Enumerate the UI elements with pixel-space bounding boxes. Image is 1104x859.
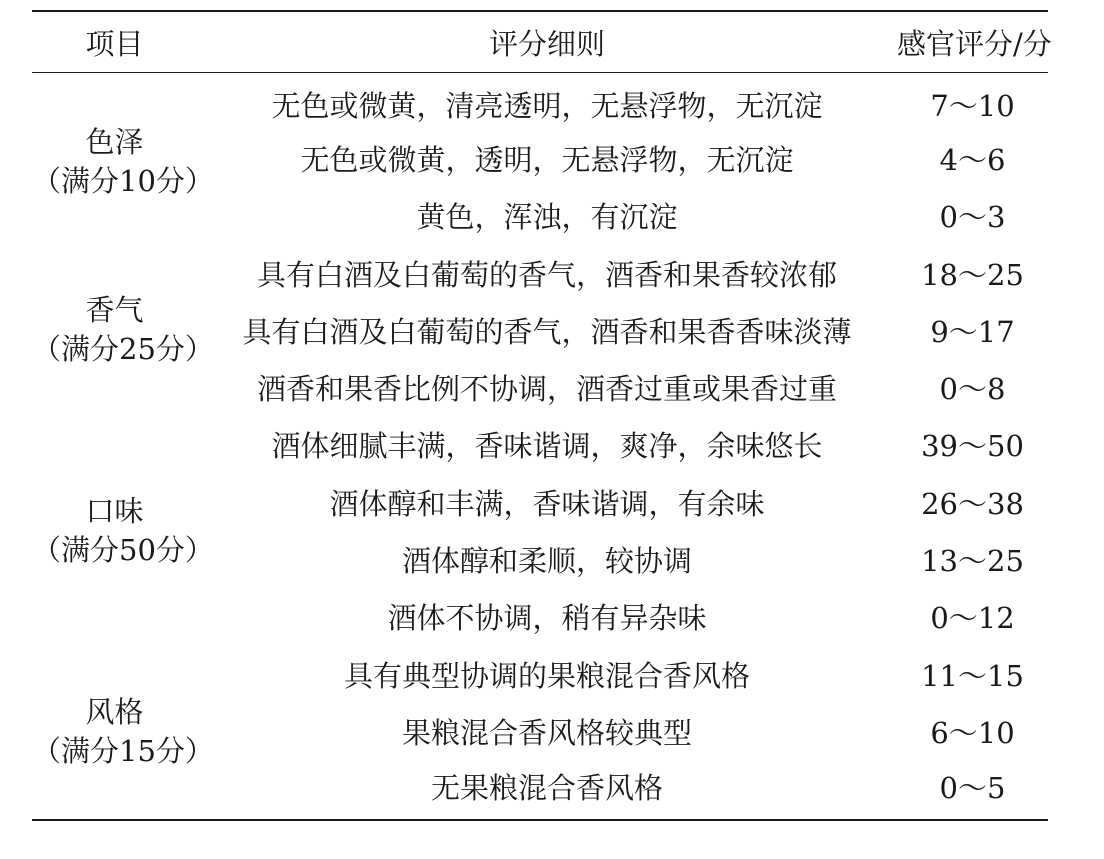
score-cell: 0～3 [939, 200, 1006, 235]
table-row [32, 73, 1048, 130]
score-cell: 4～6 [939, 142, 1006, 177]
criteria-cell: 果粮混合香风格较典型 [401, 715, 692, 750]
score-cell: 39～50 [921, 429, 1024, 464]
score-cell: 18～25 [921, 257, 1024, 292]
criteria-cell: 酒体醇和柔顺，较协调 [401, 544, 692, 579]
criteria-cell: 具有白酒及白葡萄的香气，酒香和果香香味淡薄 [242, 314, 852, 349]
item-name: 风格 [85, 695, 144, 730]
score-cell: 7～10 [930, 88, 1015, 123]
table-row [32, 416, 1048, 473]
item-max-score: （满分10分） [32, 163, 214, 198]
score-cell: 0～5 [939, 771, 1006, 806]
item-max-score: （满分25分） [32, 332, 214, 367]
score-cell: 0～8 [939, 372, 1006, 407]
criteria-cell: 酒体醇和丰满，香味谐调，有余味 [329, 486, 765, 521]
criteria-cell: 酒香和果香比例不协调，酒香过重或果香过重 [256, 372, 837, 407]
criteria-cell: 黄色，浑浊，有沉淀 [416, 200, 678, 235]
table-row [32, 645, 1048, 702]
header-item: 项目 [32, 11, 197, 73]
item-cell-color [32, 73, 214, 245]
score-cell: 26～38 [921, 486, 1024, 521]
score-cell: 9～17 [930, 314, 1015, 349]
header-row [32, 11, 1048, 73]
score-cell: 11～15 [921, 658, 1024, 693]
item-max-score: （满分15分） [32, 734, 214, 769]
score-cell: 0～12 [930, 601, 1015, 636]
header-score: 感官评分/分 [897, 11, 1048, 73]
item-name: 口味 [85, 493, 144, 528]
criteria-cell: 酒体细腻丰满，香味谐调，爽净，余味悠长 [271, 429, 823, 464]
criteria-cell: 无果粮混合香风格 [430, 771, 663, 806]
item-max-score: （满分50分） [32, 532, 214, 567]
table-row [32, 244, 1048, 301]
item-name: 色泽 [85, 124, 144, 159]
sensory-scoring-table [32, 10, 1052, 821]
item-cell-taste [32, 416, 214, 645]
score-cell: 13～25 [921, 544, 1024, 579]
item-cell-aroma [32, 244, 214, 416]
scoring-table-container [32, 10, 1052, 821]
criteria-cell: 酒体不协调，稍有异杂味 [387, 601, 707, 636]
criteria-cell: 具有典型协调的果粮混合香风格 [343, 658, 750, 693]
score-cell: 6～10 [930, 715, 1015, 750]
item-name: 香气 [85, 293, 144, 328]
criteria-cell: 无色或微黄，清亮透明，无悬浮物，无沉淀 [271, 88, 823, 123]
criteria-cell: 无色或微黄，透明，无悬浮物，无沉淀 [300, 142, 794, 177]
header-criteria: 评分细则 [197, 11, 897, 73]
criteria-cell: 具有白酒及白葡萄的香气，酒香和果香较浓郁 [256, 257, 837, 292]
item-cell-style [32, 645, 214, 820]
